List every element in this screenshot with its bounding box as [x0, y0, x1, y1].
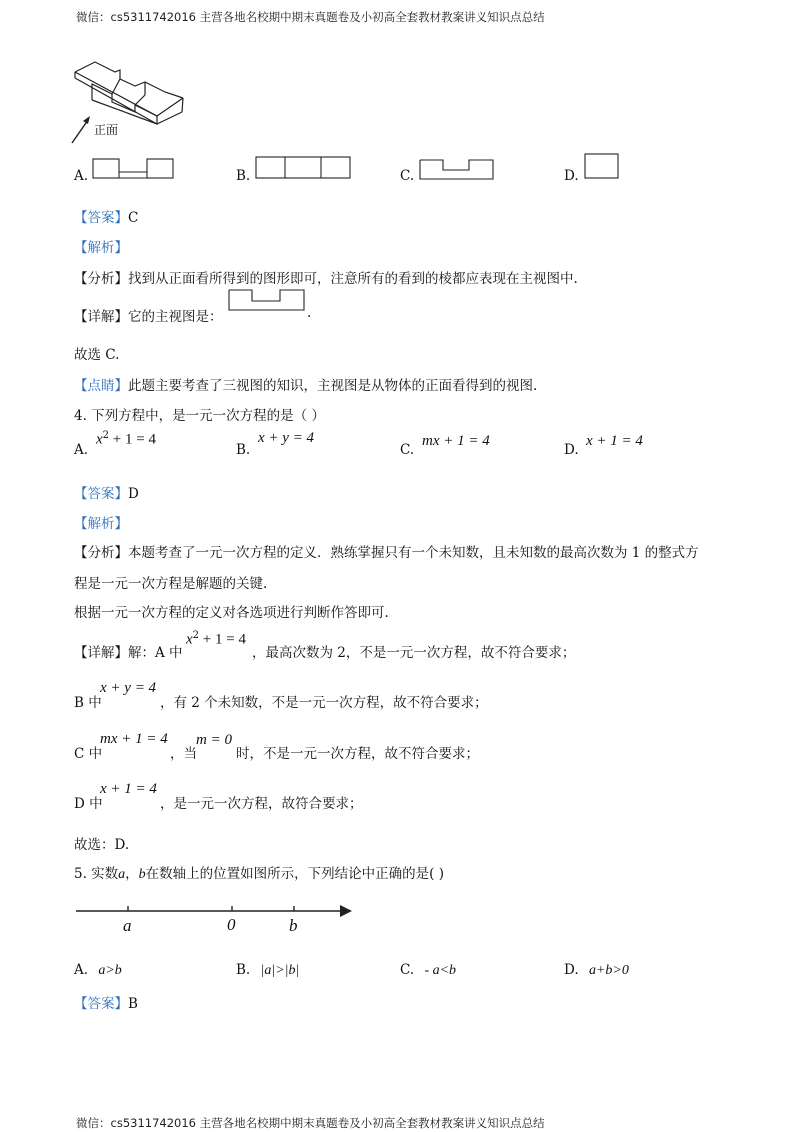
- axis-label-a: a: [123, 916, 132, 935]
- xiangjie-tag: 【详解】: [74, 309, 128, 325]
- q4-fenxi-line2: 程是一元一次方程是解题的关键.: [74, 576, 268, 592]
- q4-option-c-letter: C.: [400, 442, 415, 458]
- fenxi-text: 找到从正面看所得到的图形即可，注意所有的看到的棱都应表现在主视图中.: [128, 271, 578, 287]
- q4-detail-b-post: ，有 2 个未知数，不是一元一次方程，故不符合要求；: [160, 695, 488, 711]
- q5-option-b: [236, 962, 299, 979]
- q4-option-b-letter: B.: [236, 442, 251, 458]
- q4-detail-d-eq: x + 1 = 4: [100, 781, 157, 797]
- option-d-letter: D.: [564, 168, 579, 184]
- q4-detail-b-eq: x + y = 4: [100, 680, 157, 696]
- eq-rest: + 1 = 4: [109, 431, 156, 448]
- q4-option-b-eq: x + y = 4: [258, 430, 315, 446]
- q4-option-c-eq: mx + 1 = 4: [422, 433, 490, 449]
- figure-front-label: 正面: [94, 123, 119, 137]
- q4-detail-d-pre: D 中: [74, 796, 103, 812]
- fenxi-tag: 【分析】: [74, 545, 128, 561]
- stem-text: 5. 实数: [74, 866, 119, 882]
- answer-value: D: [128, 486, 139, 502]
- xiangjie-text: 它的主视图是：: [128, 309, 223, 325]
- q4-detail-b-pre: B 中: [74, 695, 102, 711]
- eq-rest: + 1 = 4: [199, 631, 246, 648]
- q4-stem: 4. 下列方程中，是一元一次方程的是（ ）: [74, 408, 325, 424]
- q4-fenxi-line3: 根据一元一次方程的定义对各选项进行判断作答即可.: [74, 605, 389, 621]
- dianjing-text: 此题主要考查了三视图的知识，主视图是从物体的正面看得到的视图.: [128, 378, 538, 394]
- option-a-letter: A.: [74, 168, 89, 184]
- q4-option-d-eq: x + 1 = 4: [586, 433, 643, 449]
- eq-exponent: 2: [192, 630, 200, 641]
- option-text: - a<b: [424, 963, 457, 978]
- analysis-tag: 【解析】: [74, 240, 128, 256]
- q4-detail-c-eq: mx + 1 = 4: [100, 731, 168, 747]
- answer-tag: 【答案】: [74, 996, 128, 1012]
- q4-detail-c-mid: ，当: [170, 746, 197, 762]
- detail-text: 解：A 中: [128, 645, 183, 661]
- page-header: 微信：cs5311742016 主营各地名校期中期末真题卷及小初高全套教材教案讲义知识点总结: [76, 10, 545, 24]
- xiangjie-end: .: [307, 305, 312, 321]
- axis-label-b: b: [289, 916, 298, 935]
- q4-detail-c-post: 时，不是一元一次方程，故不符合要求；: [236, 746, 479, 762]
- option-letter: B.: [236, 962, 251, 978]
- answer-tag: 【答案】: [74, 210, 128, 226]
- dianjing-tag: 【点睛】: [74, 378, 128, 394]
- eq-var: x: [96, 431, 103, 448]
- option-letter: D.: [564, 962, 579, 978]
- q4-conclusion: 故选：D.: [74, 837, 130, 853]
- eq-var: x: [186, 631, 193, 648]
- q5-option-c: [400, 962, 456, 979]
- q3-conclusion: 故选 C.: [74, 347, 120, 363]
- q4-option-d-letter: D.: [564, 442, 579, 458]
- stem-text: 在数轴上的位置如图所示，下列结论中正确的是( ): [145, 866, 444, 882]
- var-b: b: [138, 867, 146, 882]
- q5-option-a: [74, 962, 122, 979]
- option-text: a+b>0: [588, 963, 629, 978]
- fenxi-text: 本题考查了一元一次方程的定义．熟练掌握只有一个未知数，且未知数的最高次数为 1 的整式方: [128, 545, 699, 561]
- option-letter: C.: [400, 962, 415, 978]
- q4-detail-c-cond: m = 0: [196, 732, 232, 748]
- q5-answer-line: [74, 992, 138, 1012]
- page-footer: 微信：cs5311742016 主营各地名校期中期末真题卷及小初高全套教材教案讲义知识点总结: [76, 1116, 545, 1130]
- q4-detail-c-pre: C 中: [74, 746, 103, 762]
- option-letter: A.: [74, 962, 89, 978]
- fenxi-tag: 【分析】: [74, 271, 128, 287]
- axis-label-zero: 0: [227, 915, 236, 934]
- analysis-tag: 【解析】: [74, 516, 128, 532]
- answer-tag: 【答案】: [74, 486, 128, 502]
- option-text: |a|>|b|: [260, 963, 300, 978]
- var-a: a: [118, 867, 126, 882]
- q4-detail-a-post: ，最高次数为 2，不是一元一次方程，故不符合要求；: [252, 645, 576, 661]
- option-text: a>b: [98, 963, 122, 978]
- answer-value: C: [128, 210, 139, 226]
- q4-detail-d-post: ，是一元一次方程，故符合要求；: [160, 796, 363, 812]
- eq-exponent: 2: [102, 430, 110, 441]
- q5-option-d: [564, 962, 629, 979]
- stem-comma: ，: [125, 866, 139, 882]
- q4-option-a-letter: A.: [74, 442, 89, 458]
- option-b-letter: B.: [236, 168, 251, 184]
- answer-value: B: [128, 996, 138, 1012]
- xiangjie-tag: 【详解】: [74, 645, 128, 661]
- option-c-letter: C.: [400, 168, 415, 184]
